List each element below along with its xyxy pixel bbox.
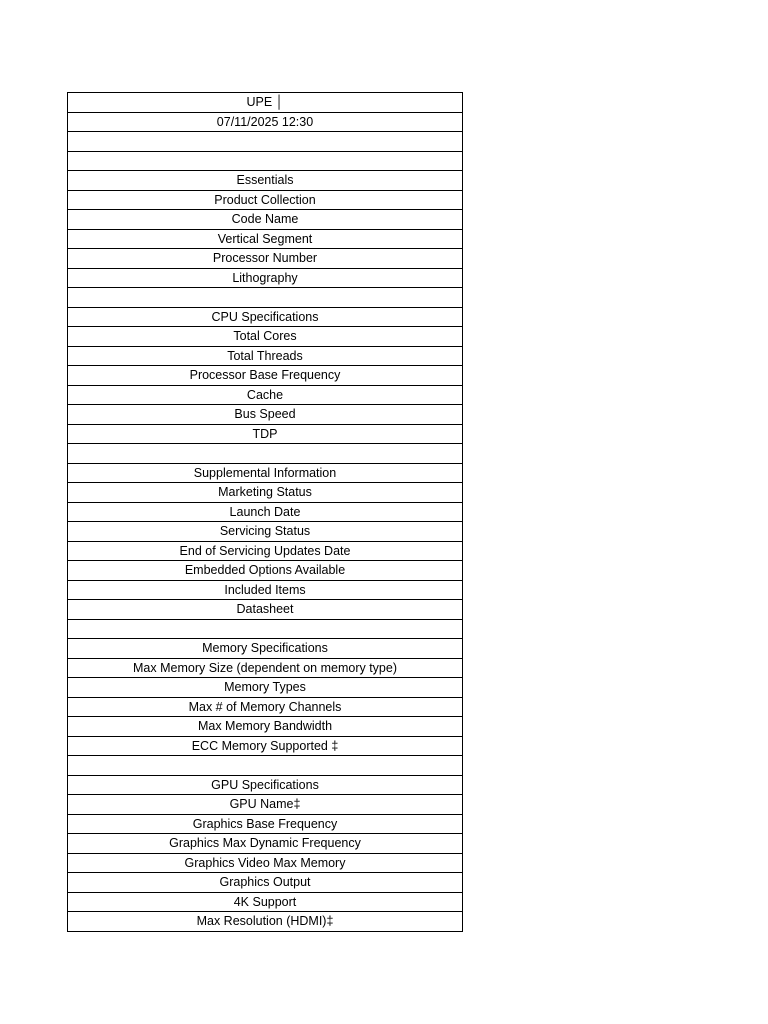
table-cell[interactable]: Launch Date <box>68 502 463 522</box>
table-cell[interactable]: UPE │ <box>68 93 463 113</box>
table-cell[interactable]: TDP <box>68 424 463 444</box>
table-row <box>68 268 463 288</box>
table-cell[interactable] <box>68 132 463 152</box>
table-cell[interactable]: Total Cores <box>68 327 463 347</box>
table-row <box>68 327 463 347</box>
table-cell[interactable]: End of Servicing Updates Date <box>68 541 463 561</box>
table-cell[interactable]: GPU Name‡ <box>68 795 463 815</box>
table-row <box>68 658 463 678</box>
table-row <box>68 444 463 464</box>
table-cell[interactable]: Essentials <box>68 171 463 191</box>
table-row <box>68 697 463 717</box>
table-cell[interactable]: Product Collection <box>68 190 463 210</box>
table-cell[interactable]: Graphics Max Dynamic Frequency <box>68 834 463 854</box>
table-row <box>68 522 463 542</box>
table-row <box>68 502 463 522</box>
table-row <box>68 795 463 815</box>
table-row <box>68 600 463 620</box>
table-row <box>68 619 463 639</box>
table-row <box>68 132 463 152</box>
table-cell[interactable] <box>68 756 463 776</box>
table-cell[interactable]: Max # of Memory Channels <box>68 697 463 717</box>
table-row <box>68 288 463 308</box>
table-row <box>68 424 463 444</box>
table-cell[interactable]: Processor Base Frequency <box>68 366 463 386</box>
table-cell[interactable]: Marketing Status <box>68 483 463 503</box>
table-row <box>68 385 463 405</box>
table-row <box>68 853 463 873</box>
table-cell[interactable]: Lithography <box>68 268 463 288</box>
table-row <box>68 229 463 249</box>
table-cell[interactable]: Servicing Status <box>68 522 463 542</box>
table-cell[interactable]: Memory Types <box>68 678 463 698</box>
table-row <box>68 580 463 600</box>
table-cell[interactable]: Included Items <box>68 580 463 600</box>
table-cell[interactable] <box>68 619 463 639</box>
table-cell[interactable]: Memory Specifications <box>68 639 463 659</box>
table-cell[interactable]: ECC Memory Supported ‡ <box>68 736 463 756</box>
table-cell[interactable]: Max Memory Size (dependent on memory type) <box>68 658 463 678</box>
table-row <box>68 541 463 561</box>
table-row <box>68 561 463 581</box>
table-cell[interactable]: Embedded Options Available <box>68 561 463 581</box>
table-row <box>68 307 463 327</box>
spec-table <box>67 92 463 932</box>
table-cell[interactable]: Vertical Segment <box>68 229 463 249</box>
table-row <box>68 190 463 210</box>
table-row <box>68 151 463 171</box>
table-cell[interactable]: CPU Specifications <box>68 307 463 327</box>
table-row <box>68 834 463 854</box>
table-row <box>68 775 463 795</box>
table-row <box>68 639 463 659</box>
table-row <box>68 873 463 893</box>
table-cell[interactable]: Graphics Output <box>68 873 463 893</box>
table-row <box>68 463 463 483</box>
table-cell[interactable]: Graphics Base Frequency <box>68 814 463 834</box>
table-row <box>68 814 463 834</box>
table-cell[interactable]: Cache <box>68 385 463 405</box>
table-row <box>68 912 463 932</box>
table-cell[interactable]: Max Memory Bandwidth <box>68 717 463 737</box>
table-row <box>68 366 463 386</box>
table-row <box>68 112 463 132</box>
table-cell[interactable]: Code Name <box>68 210 463 230</box>
table-cell[interactable]: Processor Number <box>68 249 463 269</box>
table-cell[interactable]: Graphics Video Max Memory <box>68 853 463 873</box>
table-row <box>68 736 463 756</box>
table-row <box>68 678 463 698</box>
table-cell[interactable] <box>68 444 463 464</box>
table-cell[interactable] <box>68 288 463 308</box>
table-cell[interactable]: Bus Speed <box>68 405 463 425</box>
table-row <box>68 892 463 912</box>
table-row <box>68 249 463 269</box>
table-cell[interactable]: Total Threads <box>68 346 463 366</box>
table-cell[interactable]: Supplemental Information <box>68 463 463 483</box>
table-cell[interactable]: GPU Specifications <box>68 775 463 795</box>
table-row <box>68 210 463 230</box>
table-cell[interactable]: 07/11/2025 12:30 <box>68 112 463 132</box>
table-row <box>68 483 463 503</box>
table-row <box>68 171 463 191</box>
table-row <box>68 93 463 113</box>
table-row <box>68 756 463 776</box>
table-cell[interactable]: Datasheet <box>68 600 463 620</box>
table-row <box>68 717 463 737</box>
table-cell[interactable]: Max Resolution (HDMI)‡ <box>68 912 463 932</box>
table-row <box>68 405 463 425</box>
table-cell[interactable] <box>68 151 463 171</box>
table-row <box>68 346 463 366</box>
spec-table-body <box>68 93 463 932</box>
table-cell[interactable]: 4K Support <box>68 892 463 912</box>
